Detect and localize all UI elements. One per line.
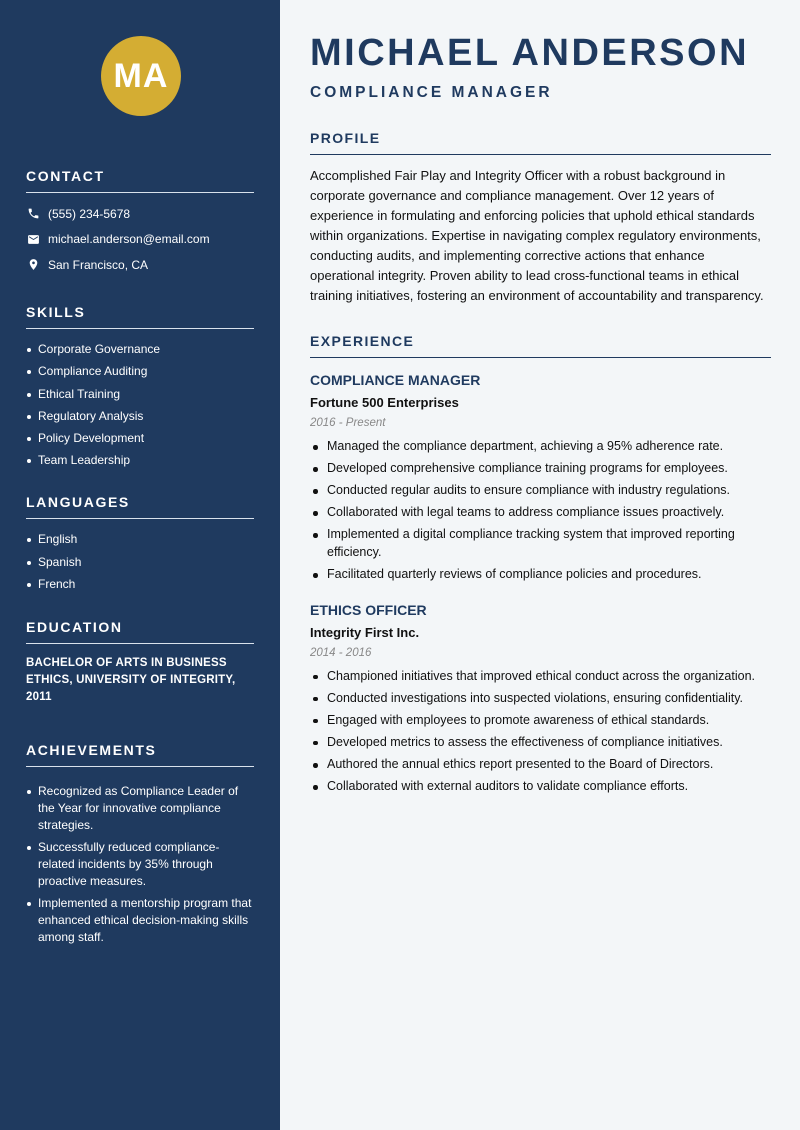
languages-list — [26, 531, 254, 593]
skill-item: Compliance Auditing — [26, 363, 254, 380]
education-section — [26, 619, 254, 706]
contact-email[interactable] — [26, 231, 254, 248]
job-bullet: Managed the compliance department, achieving a 95% adherence rate. — [310, 438, 771, 456]
location-pin-icon — [26, 258, 40, 272]
job-bullet: Facilitated quarterly reviews of compliance policies and procedures. — [310, 566, 771, 584]
job-bullet: Collaborated with legal teams to address compliance issues proactively. — [310, 504, 771, 522]
location-text: San Francisco, CA — [48, 257, 149, 272]
experience-heading: EXPERIENCE — [310, 333, 771, 358]
education-degree: BACHELOR OF ARTS IN BUSINESS ETHICS, UNIVERSITY OF INTEGRITY, 2011 — [26, 657, 236, 704]
job-bullet: Authored the annual ethics report presented to the Board of Directors. — [310, 756, 771, 774]
achievement-item: Successfully reduced compliance-related incidents by 35% through proactive measures. — [26, 839, 254, 890]
profile-heading: PROFILE — [310, 130, 771, 155]
candidate-name: MICHAEL ANDERSON — [310, 32, 750, 74]
skill-item: Regulatory Analysis — [26, 408, 254, 425]
candidate-role: COMPLIANCE MANAGER — [310, 84, 553, 101]
job-bullet: Developed comprehensive compliance training programs for employees. — [310, 460, 771, 478]
profile-section — [310, 130, 771, 306]
achievement-item: Recognized as Compliance Leader of the Year for innovative compliance strategies. — [26, 783, 254, 834]
avatar-initials: MA — [113, 56, 169, 95]
job-bullet: Engaged with employees to promote awareness of ethical standards. — [310, 712, 771, 730]
skill-item: Ethical Training — [26, 386, 254, 403]
languages-section — [26, 494, 254, 593]
languages-heading: LANGUAGES — [26, 494, 254, 519]
job-bullets — [310, 668, 771, 796]
job-bullet: Collaborated with external auditors to validate compliance efforts. — [310, 778, 771, 796]
job-company: Fortune 500 Enterprises — [310, 395, 459, 410]
email-address: michael.anderson@email.com — [48, 232, 210, 246]
sidebar — [0, 0, 280, 1130]
job-title: COMPLIANCE MANAGER — [310, 372, 481, 388]
job-dates: 2014 - 2016 — [310, 646, 372, 659]
profile-text: Accomplished Fair Play and Integrity Officer with a robust background in corporate governance and compliance management. Over 12 years of experience in formulating and enforcing policies that uphold ethical standards within organizations. Expertise in navigating complex regulatory environments, conducting audits, and implementing corrective actions that enhance operational integrity. Proven ability to lead cross-functional teams in ethical training initiatives, fostering an environment of accountability and transparency. — [310, 168, 764, 303]
language-item: French — [26, 576, 254, 593]
contact-section — [26, 168, 254, 273]
skill-item: Corporate Governance — [26, 341, 254, 358]
achievements-heading: ACHIEVEMENTS — [26, 742, 254, 767]
achievements-list — [26, 783, 254, 946]
job-bullet: Developed metrics to assess the effectiveness of compliance initiatives. — [310, 734, 771, 752]
job-entry — [310, 372, 771, 584]
skills-heading: SKILLS — [26, 304, 254, 329]
job-bullet: Conducted investigations into suspected violations, ensuring confidentiality. — [310, 690, 771, 708]
skills-list — [26, 341, 254, 469]
phone-number: (555) 234-5678 — [48, 206, 131, 221]
language-item: Spanish — [26, 554, 254, 571]
main-content — [310, 0, 771, 800]
job-bullet: Conducted regular audits to ensure compliance with industry regulations. — [310, 482, 771, 500]
skills-section — [26, 304, 254, 469]
skill-item: Team Leadership — [26, 452, 254, 469]
language-item: English — [26, 531, 254, 548]
job-dates: 2016 - Present — [310, 417, 386, 429]
job-title: ETHICS OFFICER — [310, 601, 427, 618]
job-bullets — [310, 438, 771, 584]
contact-location — [26, 256, 254, 273]
contact-phone[interactable] — [26, 205, 254, 222]
contact-list — [26, 205, 254, 273]
experience-section — [310, 333, 771, 796]
contact-heading: CONTACT — [26, 168, 254, 193]
achievement-item: Implemented a mentorship program that enhanced ethical decision-making skills among staff. — [26, 895, 254, 946]
phone-icon — [26, 207, 40, 221]
job-bullet: Championed initiatives that improved ethical conduct across the organization. — [310, 668, 771, 686]
avatar — [101, 36, 181, 116]
job-company: Integrity First Inc. — [310, 624, 420, 640]
achievements-section — [26, 742, 254, 946]
job-bullet: Implemented a digital compliance tracking system that improved reporting efficiency. — [310, 526, 771, 561]
skill-item: Policy Development — [26, 430, 254, 447]
email-icon — [26, 232, 40, 246]
job-entry — [310, 602, 771, 796]
education-heading: EDUCATION — [26, 619, 254, 644]
